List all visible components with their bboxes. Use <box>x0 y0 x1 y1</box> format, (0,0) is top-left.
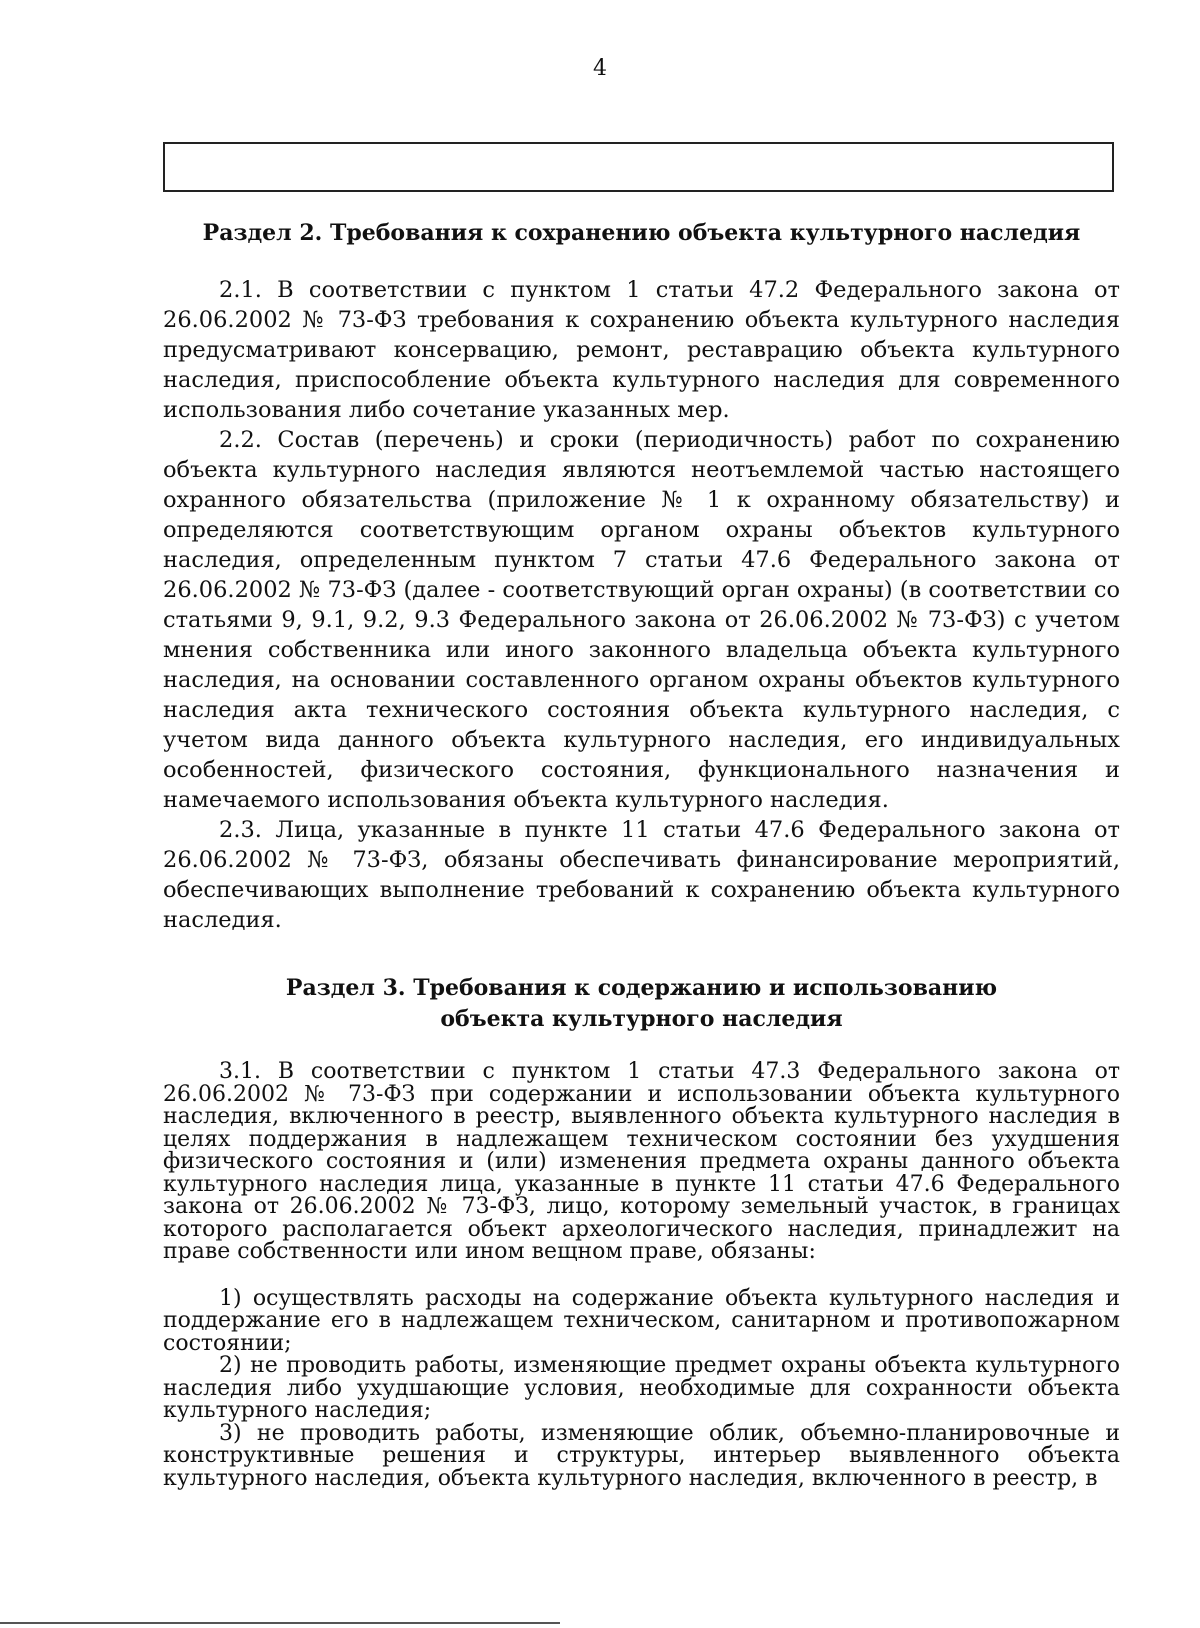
section-3-heading-line-2: объекта культурного наследия <box>440 1006 843 1032</box>
empty-form-box <box>163 142 1114 192</box>
page-number: 4 <box>593 56 607 81</box>
paragraph-2-3: 2.3. Лица, указанные в пункте 11 статьи 47.6 Федерального закона от 26.06.2002 № 73-ФЗ, обязаны обеспечивать финансирование мероприятий, обеспечивающих выполнение требований к сохранению объекта культурного наследия. <box>163 817 1120 933</box>
section-3-body <box>163 1061 1120 1490</box>
list-item-3: 3) не проводить работы, изменяющие облик, объемно-планировочные и конструктивные решения и структуры, интерьер выявленного объекта культурного наследия, объекта культурного наследия, включенного в реестр, в <box>163 1420 1120 1491</box>
paragraph-2-2: 2.2. Состав (перечень) и сроки (периодичность) работ по сохранению объекта культурного наследия являются неотъемлемой частью настоящего охранного обязательства (приложение № 1 к охранному обязательству) и определяются соответствующим органом охраны объектов культурного наследия, определенным пунктом 7 статьи 47.6 Федерального закона от 26.06.2002 № 73-ФЗ (далее - соответствующий орган охраны) (в соответствии со статьями 9, 9.1, 9.2, 9.3 Федерального закона от 26.06.2002 № 73-ФЗ) с учетом мнения собственника или иного законного владельца объекта культурного наследия, на основании составленного органом охраны объектов культурного наследия акта технического состояния объекта культурного наследия, с учетом вида данного объекта культурного наследия, его индивидуальных особенностей, физического состояния, функционального назначения и намечаемого использования объекта культурного наследия. <box>163 427 1120 813</box>
paragraph-2-1: 2.1. В соответствии с пунктом 1 статьи 47.2 Федерального закона от 26.06.2002 № 73-ФЗ требования к сохранению объекта культурного наследия предусматривают консервацию, ремонт, реставрацию объекта культурного наследия, приспособление объекта культурного наследия для современного использования либо сочетание указанных мер. <box>163 277 1120 423</box>
section-2-body <box>163 275 1120 935</box>
list-item-1: 1) осуществлять расходы на содержание объекта культурного наследия и поддержание его в надлежащем техническом, санитарном и противопожарном состоянии; <box>163 1285 1120 1356</box>
scan-edge-line <box>0 1622 560 1624</box>
section-3-heading-line-1: Раздел 3. Требования к содержанию и использованию <box>285 975 998 1001</box>
section-2-heading: Раздел 2. Требования к сохранению объекта культурного наследия <box>202 220 1081 246</box>
paragraph-3-1: 3.1. В соответствии с пунктом 1 статьи 47.3 Федерального закона от 26.06.2002 № 73-ФЗ при содержании и использовании объекта культурного наследия, включенного в реестр, выявленного объекта культурного наследия в целях поддержания в надлежащем техническом состоянии без ухудшения физического состояния и (или) изменения предмета охраны данного объекта культурного наследия лица, указанные в пункте 11 статьи 47.6 Федерального закона от 26.06.2002 № 73-ФЗ, лицо, которому земельный участок, в границах которого располагается объект археологического наследия, принадлежит на праве собственности или ином вещном праве, обязаны: <box>163 1059 1120 1264</box>
list-item-2: 2) не проводить работы, изменяющие предмет охраны объекта культурного наследия либо ухудшающие условия, необходимые для сохранности объекта культурного наследия; <box>163 1353 1120 1423</box>
section-3-heading <box>163 973 1120 1035</box>
